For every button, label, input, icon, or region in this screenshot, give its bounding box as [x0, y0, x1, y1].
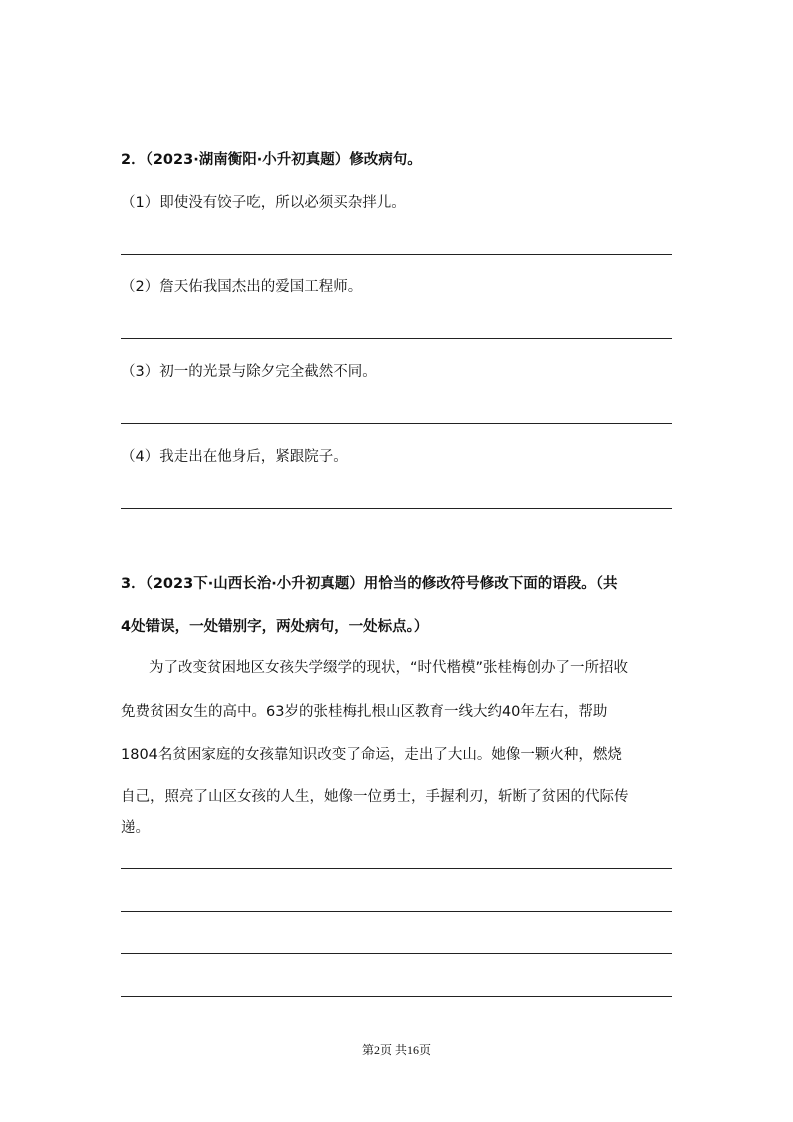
q2-item-3: （3）初一的光景与除夕完全截然不同。 — [121, 364, 377, 380]
answer-line[interactable] — [121, 953, 672, 954]
passage-line: 自己，照亮了山区女孩的人生，她像一位勇士，手握利刃，斩断了贫困的代际传 — [121, 789, 629, 805]
answer-line[interactable] — [121, 338, 672, 339]
q3-title-line-2: 4处错误，一处错别字，两处病句，一处标点。） — [121, 619, 429, 635]
passage-line: 为了改变贫困地区女孩失学缀学的现状，“时代楷模”张桂梅创办了一所招收 — [149, 660, 629, 676]
q2-title: 2．（2023·湖南衡阳·小升初真题）修改病句。 — [121, 152, 422, 168]
passage-line: 递。 — [121, 820, 150, 836]
q2-item-1: （1）即使没有饺子吃，所以必须买杂拌儿。 — [121, 195, 406, 211]
answer-line[interactable] — [121, 254, 672, 255]
answer-line[interactable] — [121, 911, 672, 912]
page-footer: 第2页 共16页 — [361, 1043, 431, 1057]
q2-item-4: （4）我走出在他身后，紧跟院子。 — [121, 449, 348, 465]
answer-line[interactable] — [121, 508, 672, 509]
q3-title-line-1: 3．（2023下·山西长治·小升初真题）用恰当的修改符号修改下面的语段。（共 — [121, 576, 618, 592]
passage-line: 免费贫困女生的高中。63岁的张桂梅扎根山区教育一线大约40年左右，帮助 — [121, 704, 608, 720]
answer-line[interactable] — [121, 996, 672, 997]
passage-line: 1804名贫困家庭的女孩靠知识改变了命运，走出了大山。她像一颗火种，燃烧 — [121, 747, 622, 763]
answer-line[interactable] — [121, 868, 672, 869]
answer-line[interactable] — [121, 423, 672, 424]
q2-item-2: （2）詹天佑我国杰出的爱国工程师。 — [121, 279, 363, 295]
